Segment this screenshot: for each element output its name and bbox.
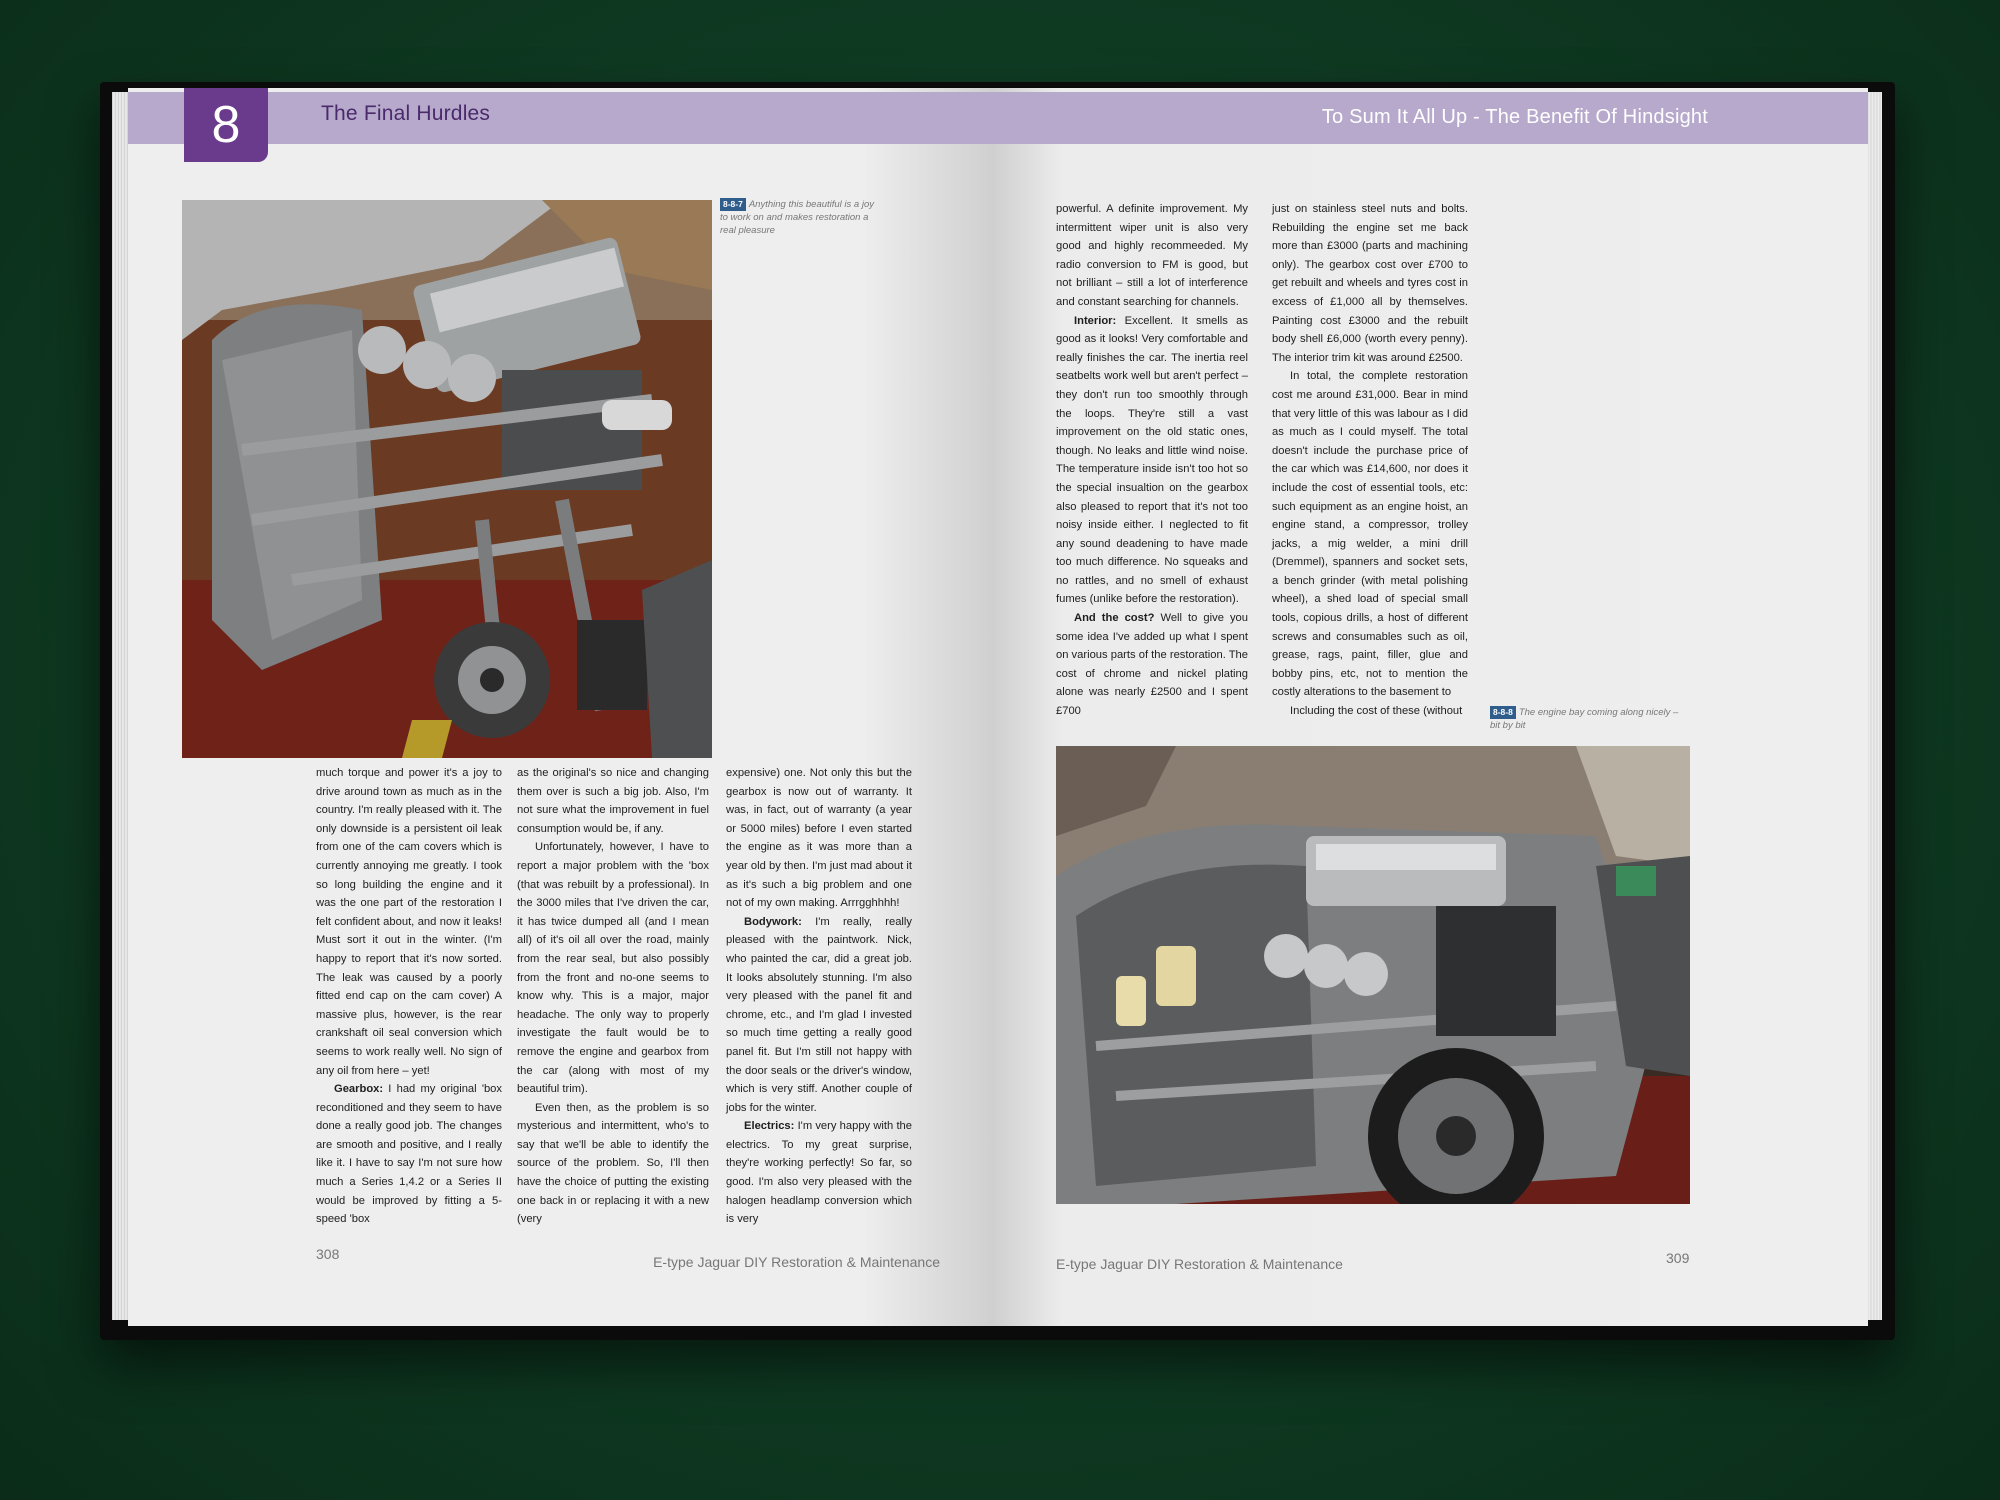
gearbox-label: Gearbox:	[334, 1083, 384, 1096]
caption-number-left: 8-8-7	[720, 198, 746, 211]
cost-label: And the cost?	[1074, 612, 1155, 625]
caption-text-left: Anything this beautiful is a joy to work on and makes restoration a real pleasure	[720, 199, 874, 236]
paragraph: Unfortunately, however, I have to report a major problem with the 'box (that was rebuilt by a professional). In the 3000 miles that I've driven the car, it has twice dumped all (and I mean all) of it's oil all over the road, mainly from the rear seal, but also possibly from the front and no-one seems to know why. This is a major, major headache. The only way to properly investigate the fault would be to remove the engine and gearbox from the car (along with most of my beautiful trim).	[517, 841, 709, 1096]
paragraph: just on stainless steel nuts and bolts. Rebuilding the engine set me back more than £3000 (parts and machining only). The gearbox cost over £700 to get rebuilt and wheels and tyres cost in excess of £1,000 all by themselves. Painting cost £3000 and the rebuilt body shell £6,000 (worth every penny). The interior trim kit was around £2500.	[1272, 203, 1468, 364]
right-column-1	[1056, 200, 1248, 721]
page-number-right: 309	[1666, 1250, 1690, 1266]
chapter-number-badge: 8	[184, 88, 268, 162]
interior-text: Excellent. It smells as good as it looks! Very comfortable and really finishes the car. The inertia reel seatbelts work well but aren't perfect – they don't run too smoothly through the loops. They're still a vast improvement on the old static ones, though. No leaks and little wind noise. The temperature inside isn't too hot so the special insualtion on the gearbox also pleased to report that it's not too noisy inside either. I neglected to fit any sound deadening to have made too much difference. No squeaks and no rattles, and no smell of exhaust fumes (unlike before the restoration).	[1056, 314, 1248, 606]
right-page	[992, 88, 1868, 1326]
engine-photo-left	[182, 200, 712, 758]
paragraph: Even then, as the problem is so mysterious and intermittent, who's to say that we'll be able to identify the source of the problem. So, I'll then have the choice of putting the existing one back in or replacing it with a new (very	[517, 1101, 709, 1226]
running-footer-left: E-type Jaguar DIY Restoration & Maintenance	[653, 1254, 940, 1270]
paragraph-electrics	[726, 1117, 912, 1229]
left-column-1	[316, 764, 502, 1229]
section-title: To Sum It All Up - The Benefit Of Hindsight	[1321, 106, 1708, 128]
gearbox-text: I had my original 'box reconditioned and they seem to have done a really good job. The changes are smooth and positive, and I really like it. I have to say I'm not sure how much a Series 1,4.2 or a Series II would be improved by fitting a 5-speed 'box	[316, 1083, 502, 1226]
paragraph: as the original's so nice and changing them over is such a big job. Also, I'm not sure what the improvement in fuel consumption would be, if any.	[517, 767, 709, 835]
paragraph: Including the cost of these (without	[1290, 705, 1463, 718]
paragraph: In total, the complete restoration cost me around £31,000. Bear in mind that very little of this was labour as I did as much as I could myself. The total doesn't include the purchase price of the car which was £14,600, nor does it include the cost of essential tools, etc: such equipment as an engine hoist, an engine stand, a compressor, trolley jacks, a mig welder, a mini drill (Dremmel), spanners and socket sets, a bench grinder (with metal polishing wheel), a shed load of special small tools, copious drills, a host of different screws and consumables such as oil, grease, rags, paint, filler, glue and bobby pins, etc, not to mention the costly alterations to the basement to	[1272, 370, 1468, 699]
electrics-text: I'm very happy with the electrics. To my great surprise, they're working perfectly! So far, so good. I'm also very pleased with the halogen headlamp conversion which is very	[726, 1120, 912, 1226]
caption-text-right: The engine bay coming along nicely – bit by bit	[1490, 707, 1679, 731]
left-page	[128, 88, 992, 1326]
engine-chassis-image	[182, 200, 712, 758]
bodywork-label: Bodywork:	[744, 915, 802, 928]
bodywork-text: I'm really, really pleased with the paintwork. Nick, who painted the car, did a great job. It looks absolutely stunning. I'm also very pleased with the panel fit and chrome, etc., and I'm glad I invested so much time getting a really good panel fit. But I'm still not happy with the door seals or the driver's window, which is very stiff. Another couple of jobs for the winter.	[726, 915, 912, 1114]
paragraph-interior	[1056, 312, 1248, 610]
paragraph: much torque and power it's a joy to drive around town as much as in the country. I'm really pleased with it. The only downside is a persistent oil leak from one of the cam covers which is currently annoying me greatly. I took so long building the engine and it was the one part of the restoration I felt confident about, and now it leaks! Must sort it out in the winter. (I'm happy to report that it's now sorted. The leak was caused by a poorly fitted end cap on the cam cover) A massive plus, however, is the rear crankshaft oil seal conversion which seems to work really well. No sign of any oil from here – yet!	[316, 767, 502, 1077]
paragraph-bodywork	[726, 913, 912, 1118]
running-footer-right: E-type Jaguar DIY Restoration & Maintenance	[1056, 1256, 1343, 1272]
interior-label: Interior:	[1074, 314, 1117, 327]
paragraph: powerful. A definite improvement. My intermittent wiper unit is also very good and highly recommeeded. My radio conversion to FM is good, but not brilliant – still a lot of interference and constant searching for channels.	[1056, 203, 1248, 308]
electrics-label: Electrics:	[744, 1120, 795, 1133]
chapter-title: The Final Hurdles	[321, 102, 491, 125]
left-column-3	[726, 764, 912, 1229]
paragraph: expensive) one. Not only this but the gearbox is now out of warranty. It was, in fact, out of warranty (a year or 5000 miles) before I even started the engine as it was more than a year old by then. I'm just mad about it as it's such a big problem and one not of my own making. Arrrgghhhh!	[726, 767, 912, 910]
paragraph-cost	[1056, 609, 1248, 721]
caption-right	[1490, 706, 1680, 732]
engine-photo-right	[1056, 746, 1690, 1204]
cost-text: Well to give you some idea I've added up what I spent on various parts of the restoration. The cost of chrome and nickel plating alone was nearly £2500 and I spent £700	[1056, 612, 1248, 718]
caption-left	[720, 198, 880, 237]
right-column-2	[1272, 200, 1468, 721]
caption-number-right: 8-8-8	[1490, 706, 1516, 719]
left-column-2	[517, 764, 709, 1229]
engine-bay-image	[1056, 746, 1690, 1204]
page-number-left: 308	[316, 1246, 340, 1262]
paragraph-gearbox	[316, 1080, 502, 1229]
